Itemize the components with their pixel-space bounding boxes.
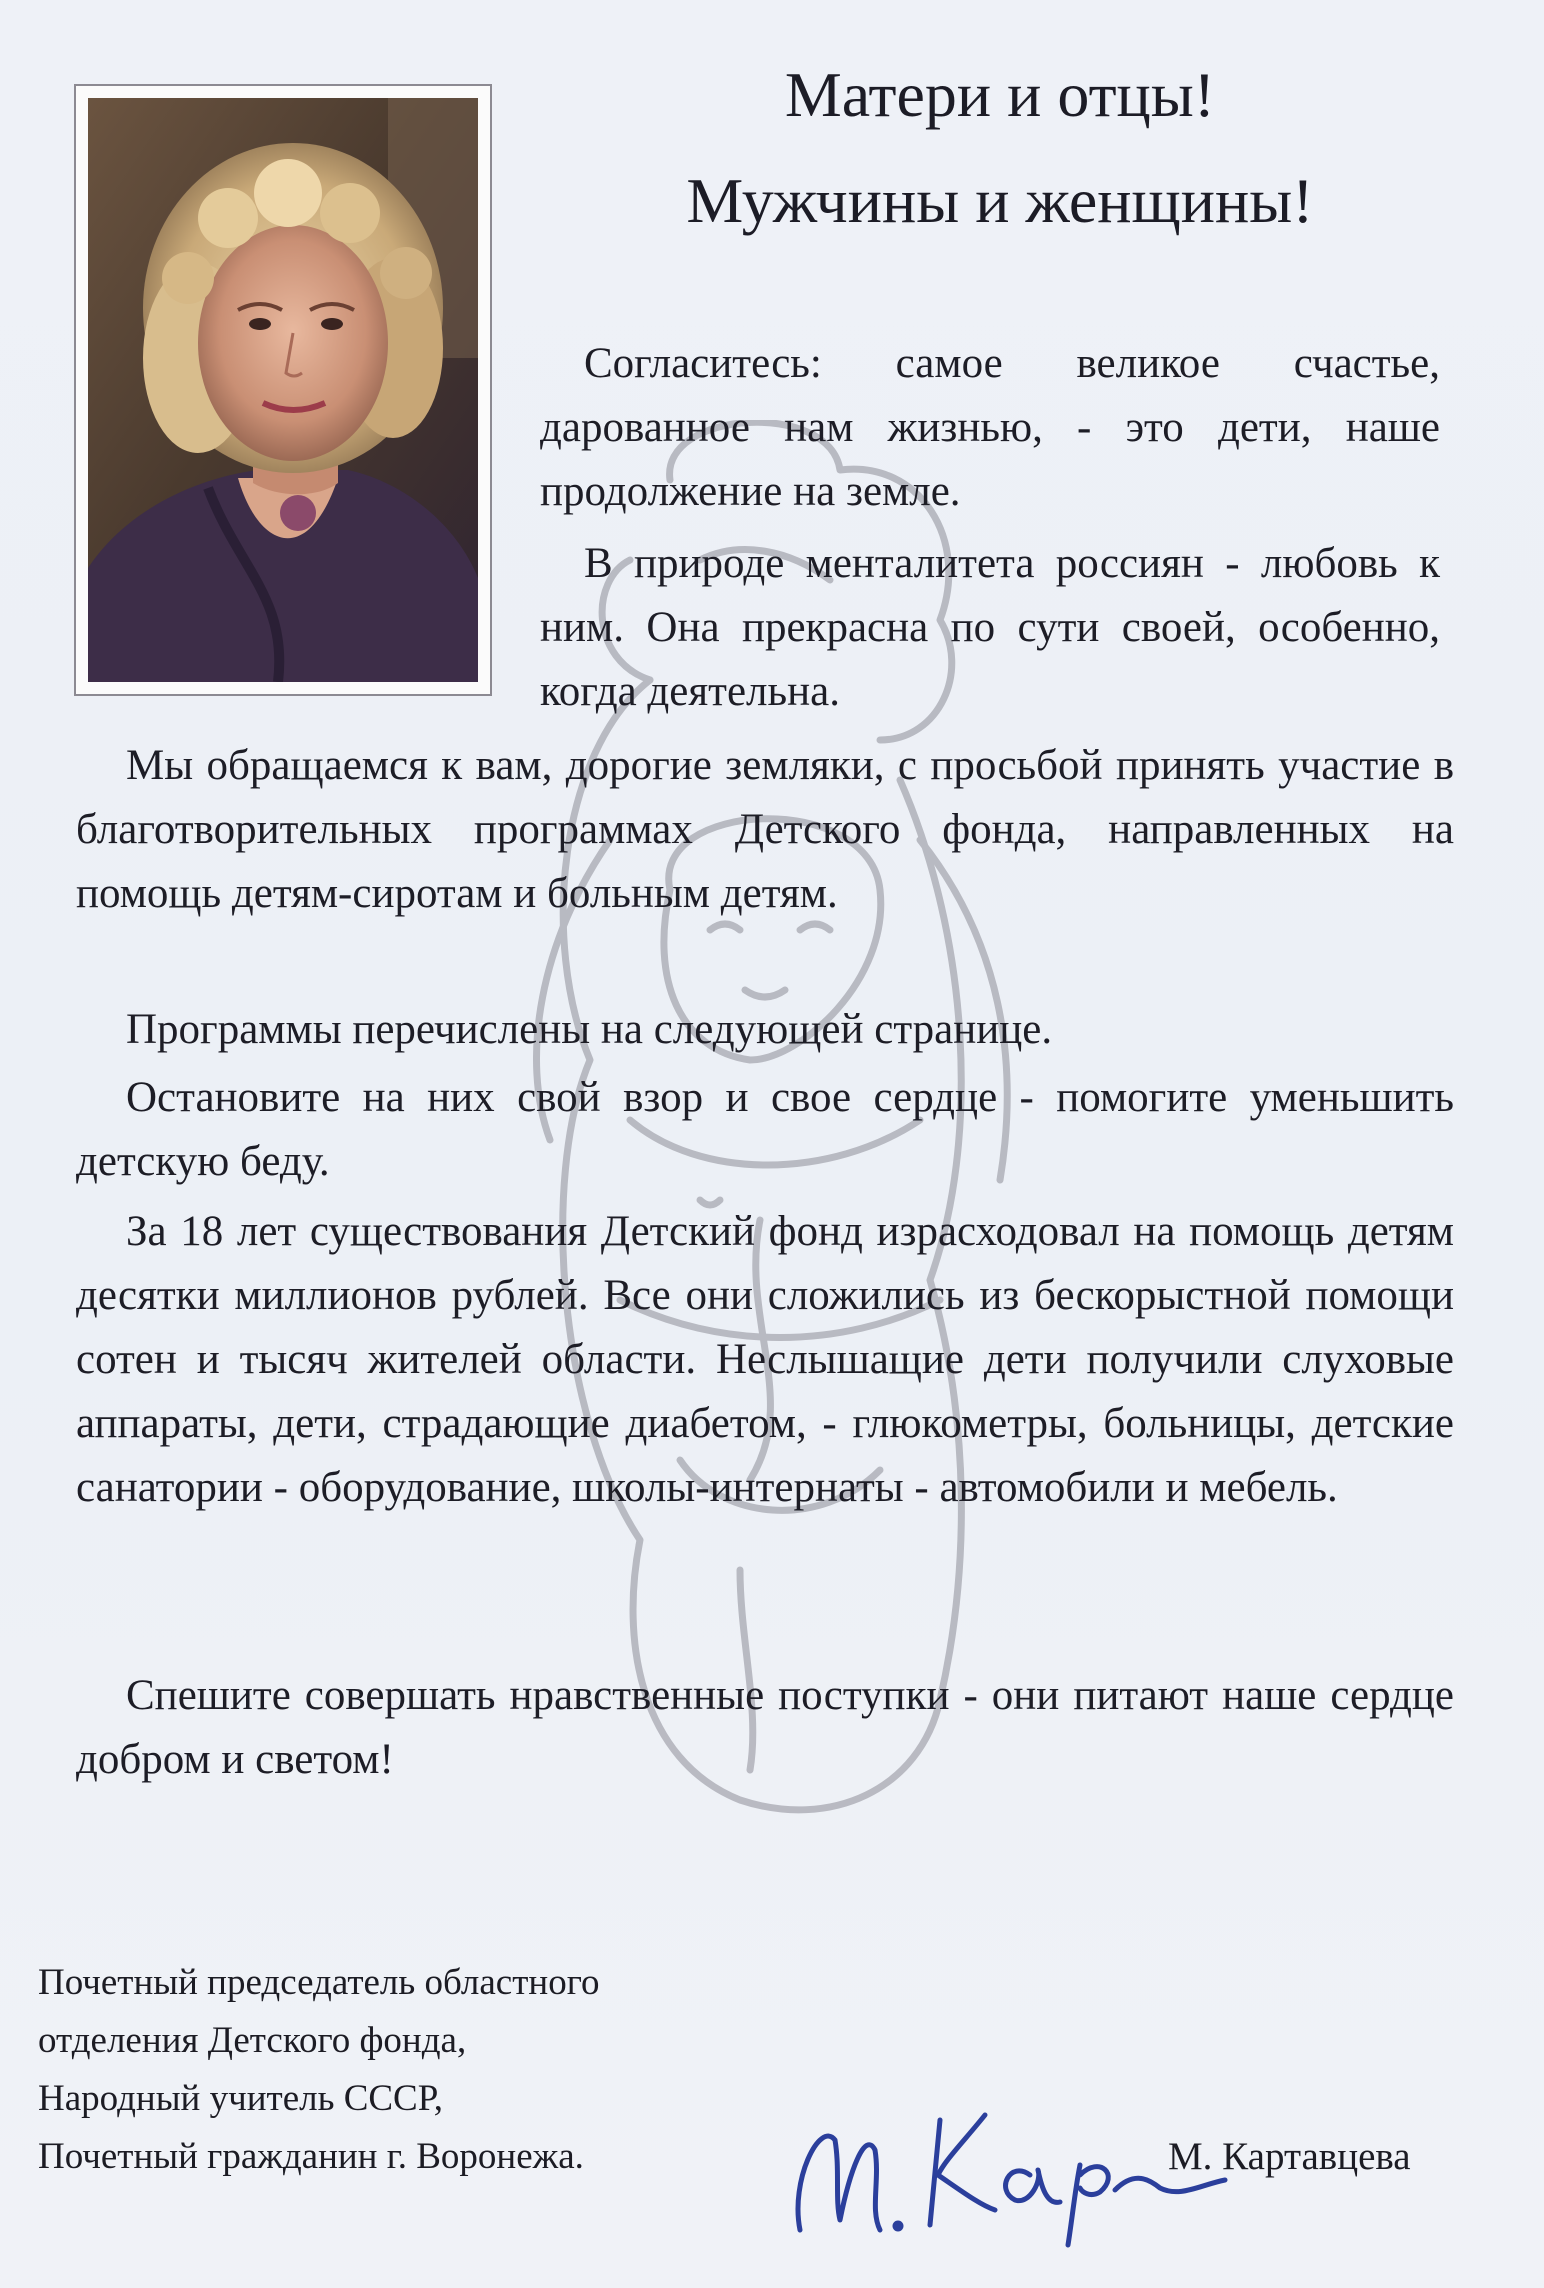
credential-line: Почетный председатель областного <box>38 1962 600 2003</box>
paragraph-6: За 18 лет существования Детский фонд израсходовал на помощь детям десятки миллионов рублей. Все они сложились из бескорыстной помощи сотен и тысяч жителей области. Неслышащие дети получили слуховые аппараты, дети, страдающие диабетом, - глюкометры, больницы, детские санатории - оборудование, школы-интернаты - автомобили и мебель. <box>76 1208 1454 1511</box>
page-title-line-2: Мужчины и женщины! <box>686 165 1314 236</box>
paragraph-5: Остановите на них свой взор и свое сердце - помогите уменьшить детскую беду. <box>76 1074 1454 1185</box>
credential-line: отделения Детского фонда, <box>38 2020 467 2061</box>
signature-credentials <box>38 1954 818 2186</box>
paragraph-7: Спешите совершать нравственные поступки - они питают наше сердце добром и светом! <box>76 1672 1454 1783</box>
paragraph-4: Программы перечислены на следующей странице. <box>126 1006 1053 1053</box>
paragraph-1: Согласитесь: самое великое счастье, дарованное нам жизнью, - это дети, наше продолжение на земле. <box>540 340 1440 515</box>
portrait-frame <box>74 84 492 696</box>
paragraph-3: Мы обращаемся к вам, дорогие земляки, с просьбой принять участие в благотворительных программах Детского фонда, направленных на помощь детям-сиротам и больным детям. <box>76 742 1454 917</box>
credential-line: Народный учитель СССР, <box>38 2078 443 2119</box>
signatory-name: М. Картавцева <box>1168 2135 1411 2178</box>
paragraph-2: В природе менталитета россиян - любовь к ним. Она прекрасна по сути своей, особенно, когда деятельна. <box>540 540 1440 715</box>
portrait-photo <box>88 98 478 682</box>
credential-line: Почетный гражданин г. Воронежа. <box>38 2136 584 2177</box>
page-title-line-1: Матери и отцы! <box>784 59 1216 130</box>
